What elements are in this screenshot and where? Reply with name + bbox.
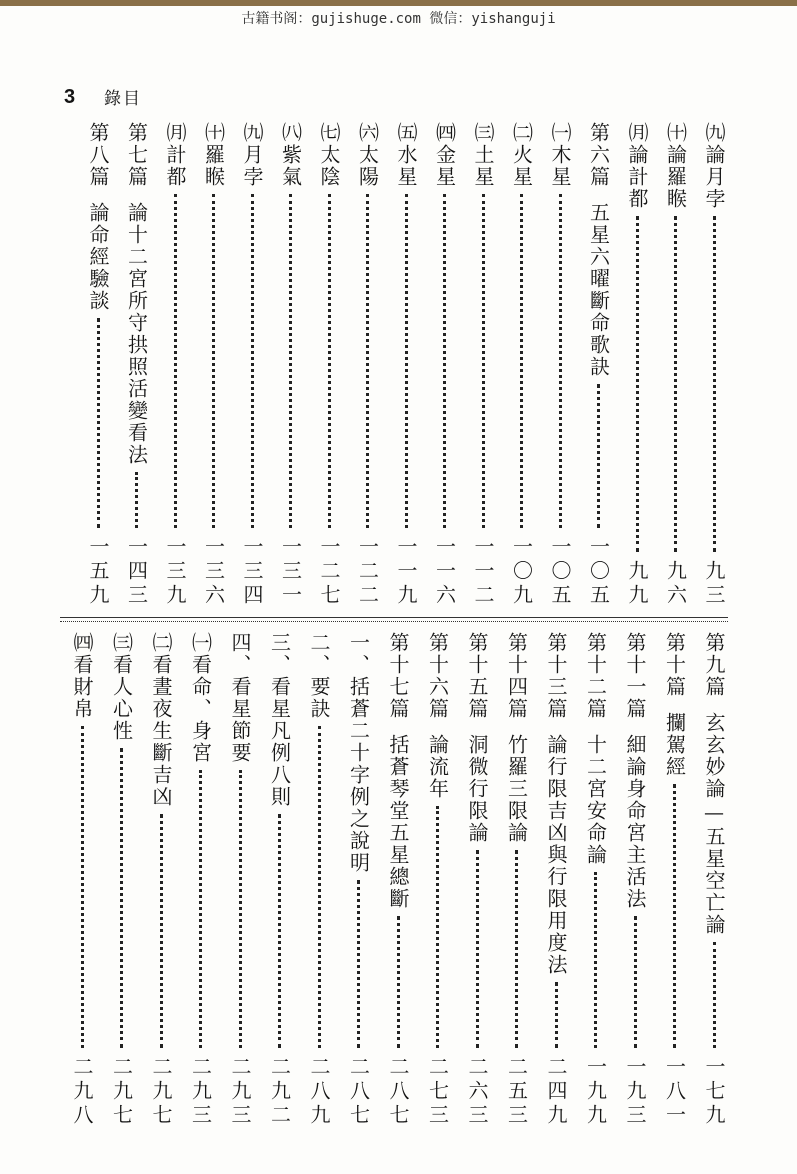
toc-entry bbox=[698, 632, 730, 1128]
toc-entry bbox=[382, 632, 414, 1128]
toc-entry-label: ㈨論月孛 bbox=[702, 122, 726, 210]
leader-dots bbox=[318, 726, 321, 1048]
leader-dots bbox=[559, 194, 562, 528]
leader-dots bbox=[199, 770, 202, 1048]
toc-entry-label: 第十四篇 bbox=[504, 632, 529, 720]
site-watermark-header: 古籍书阁：gujishuge.com 微信：yishanguji bbox=[241, 11, 556, 27]
toc-entry-label: 第十七篇 bbox=[386, 632, 410, 720]
toc-entry bbox=[621, 122, 653, 608]
toc-entry-page: 二九七 bbox=[149, 1056, 173, 1128]
toc-entry bbox=[303, 632, 335, 1128]
toc-entry bbox=[236, 122, 268, 608]
toc-entry bbox=[198, 122, 230, 608]
toc-entry-label: ㈩論羅睺 bbox=[663, 122, 688, 210]
toc-entry-page: 一三一 bbox=[278, 536, 303, 608]
toc-entry bbox=[429, 122, 461, 608]
toc-entry-label: 第十一篇 bbox=[623, 632, 647, 720]
leader-dots bbox=[436, 806, 439, 1048]
toc-entry bbox=[390, 122, 422, 608]
toc-entry-title: 五星六曜斷命歌訣 bbox=[586, 202, 611, 378]
toc-entry-page: 一〇九 bbox=[509, 536, 534, 608]
toc-entry-page: 一二七 bbox=[317, 536, 341, 608]
toc-entry-label: 第十六篇 bbox=[425, 632, 450, 720]
leader-dots bbox=[674, 216, 677, 552]
toc-entry-label: ㈡火星 bbox=[509, 122, 534, 188]
leader-dots bbox=[443, 194, 446, 528]
toc-entry-page: 二八七 bbox=[386, 1056, 410, 1128]
toc-entry bbox=[82, 122, 114, 608]
toc-entry-page: 一一二 bbox=[471, 536, 495, 608]
toc-entry-title: 洞微行限論 bbox=[465, 734, 489, 844]
toc-entry-page: 一二二 bbox=[355, 536, 380, 608]
toc-entry bbox=[275, 122, 307, 608]
toc-entry-page: 一七九 bbox=[702, 1056, 726, 1128]
leader-dots bbox=[636, 216, 639, 552]
toc-entry bbox=[659, 632, 691, 1128]
toc-entry bbox=[145, 632, 177, 1128]
toc-entry bbox=[422, 632, 454, 1128]
leader-dots bbox=[135, 472, 138, 528]
leader-dots bbox=[251, 194, 254, 528]
toc-entry bbox=[501, 632, 533, 1128]
toc-entry bbox=[121, 122, 153, 608]
leader-dots bbox=[482, 194, 485, 528]
leader-dots bbox=[120, 748, 123, 1048]
leader-dots bbox=[239, 770, 242, 1048]
leader-dots bbox=[278, 814, 281, 1048]
leader-dots bbox=[328, 194, 331, 528]
toc-entry-label: 第十五篇 bbox=[465, 632, 489, 720]
toc-entry-page: 一四三 bbox=[124, 536, 149, 608]
leader-dots bbox=[515, 850, 518, 1048]
toc-entry-label: ㈠看命、身宮 bbox=[188, 632, 213, 764]
toc-entry-label: ㈪計都 bbox=[163, 122, 187, 188]
toc-entry-page: 一三九 bbox=[163, 536, 187, 608]
toc-entry-title: 竹羅三限論 bbox=[504, 734, 529, 844]
toc-entry-label: 第九篇 bbox=[702, 632, 726, 698]
toc-entry-title: 論行限吉凶與行限用度法 bbox=[544, 734, 568, 976]
toc-entry-page: 二八七 bbox=[346, 1056, 371, 1128]
toc-entry bbox=[106, 632, 138, 1128]
toc-entry bbox=[343, 632, 375, 1128]
toc-entry-page: 一五九 bbox=[86, 536, 110, 608]
leader-dots bbox=[174, 194, 177, 528]
leader-dots bbox=[594, 872, 597, 1048]
toc-entry-label: ㈪論計都 bbox=[625, 122, 649, 210]
page-number: 3 bbox=[64, 86, 76, 108]
section-title: 錄目 bbox=[104, 89, 142, 109]
toc-entry-page: 一三六 bbox=[201, 536, 226, 608]
toc-entry-page: 九九 bbox=[625, 560, 649, 608]
toc-entry bbox=[544, 122, 576, 608]
toc-entry-page: 二九三 bbox=[188, 1056, 213, 1128]
toc-entry-title: 攔駕經 bbox=[662, 712, 687, 778]
toc-entry-label: 第六篇 bbox=[586, 122, 611, 188]
toc-entry bbox=[540, 632, 572, 1128]
leader-dots bbox=[397, 916, 400, 1048]
toc-entry bbox=[313, 122, 345, 608]
toc-entry bbox=[185, 632, 217, 1128]
toc-entry-page: 二九三 bbox=[228, 1056, 252, 1128]
toc-entry-label: ㈥太陽 bbox=[355, 122, 380, 188]
leader-dots bbox=[673, 784, 676, 1048]
toc-entry bbox=[698, 122, 730, 608]
toc-entry-page: 一一六 bbox=[432, 536, 457, 608]
toc-entry bbox=[159, 122, 191, 608]
toc-entry-title: 論十二宮所守拱照活變看法 bbox=[124, 202, 149, 466]
toc-entry-page: 一一九 bbox=[394, 536, 418, 608]
toc-entry-page: 二九七 bbox=[109, 1056, 134, 1128]
leader-dots bbox=[713, 216, 716, 552]
leader-dots bbox=[405, 194, 408, 528]
toc-entry-label: 第十三篇 bbox=[544, 632, 568, 720]
toc-entry-label: 四、看星節要 bbox=[228, 632, 252, 764]
toc-entry-label: ㈡看晝夜生斷吉凶 bbox=[149, 632, 173, 808]
leader-dots bbox=[97, 318, 100, 528]
toc-entry-page: 一〇五 bbox=[548, 536, 572, 608]
toc-entry-label: ㈨月孛 bbox=[240, 122, 264, 188]
toc-entry bbox=[506, 122, 538, 608]
leader-dots bbox=[81, 726, 84, 1048]
toc-entry-page: 二五三 bbox=[504, 1056, 529, 1128]
toc-entry-label: 第八篇 bbox=[86, 122, 110, 188]
toc-entry-label: ㈤水星 bbox=[394, 122, 418, 188]
leader-dots bbox=[555, 982, 558, 1048]
leader-dots bbox=[476, 850, 479, 1048]
toc-entry bbox=[66, 632, 98, 1128]
toc-entry-page: 二四九 bbox=[544, 1056, 568, 1128]
toc-entry-label: ㈣金星 bbox=[432, 122, 457, 188]
toc-entry-label: ㈢看人心性 bbox=[109, 632, 134, 742]
toc-entry-page: 二七三 bbox=[425, 1056, 450, 1128]
toc-entry-page: 二八九 bbox=[307, 1056, 331, 1128]
leader-dots bbox=[160, 814, 163, 1048]
toc-entry-label: ㈢土星 bbox=[471, 122, 495, 188]
leader-dots bbox=[597, 384, 600, 528]
toc-entry-label: ㈩羅睺 bbox=[201, 122, 226, 188]
toc-entry-label: 三、看星凡例八則 bbox=[267, 632, 292, 808]
toc-entry-page: 二九二 bbox=[267, 1056, 292, 1128]
toc-entry bbox=[580, 632, 612, 1128]
toc-entry bbox=[352, 122, 384, 608]
toc-entry-label: 第七篇 bbox=[124, 122, 149, 188]
toc-entry-label: ㈦太陰 bbox=[317, 122, 341, 188]
toc-entry-label: ㈧紫氣 bbox=[278, 122, 303, 188]
toc-entry-title: 細論身命宮主活法 bbox=[623, 734, 647, 910]
toc-entry-label: 第十篇 bbox=[662, 632, 687, 698]
toc-entry-title: 括蒼琴堂五星總斷 bbox=[386, 734, 410, 910]
toc-entry-page: 九三 bbox=[702, 560, 726, 608]
toc-entry bbox=[583, 122, 615, 608]
toc-entry-page: 一九三 bbox=[623, 1056, 647, 1128]
leader-dots bbox=[713, 942, 716, 1048]
toc-entry bbox=[224, 632, 256, 1128]
toc-entry bbox=[461, 632, 493, 1128]
leader-dots bbox=[520, 194, 523, 528]
section-divider bbox=[60, 617, 728, 622]
toc-entry-label: ㈣看財帛 bbox=[70, 632, 94, 720]
leader-dots bbox=[357, 880, 360, 1048]
toc-entry-page: 二九八 bbox=[70, 1056, 94, 1128]
toc-entry-label: 一、括蒼二十字例之說明 bbox=[346, 632, 371, 874]
leader-dots bbox=[212, 194, 215, 528]
toc-entry-page: 二六三 bbox=[465, 1056, 489, 1128]
toc-entry-page: 九六 bbox=[663, 560, 688, 608]
toc-entry-title: 論命經驗談 bbox=[86, 202, 110, 312]
toc-entry-label: 二、要訣 bbox=[307, 632, 331, 720]
toc-entry-label: ㈠木星 bbox=[548, 122, 572, 188]
leader-dots bbox=[366, 194, 369, 528]
toc-entry-title: 十二宮安命論 bbox=[583, 734, 608, 866]
toc-entry bbox=[264, 632, 296, 1128]
toc-entry-page: 一九九 bbox=[583, 1056, 608, 1128]
toc-entry bbox=[619, 632, 651, 1128]
leader-dots bbox=[289, 194, 292, 528]
toc-entry bbox=[467, 122, 499, 608]
toc-entry-title: 玄玄妙論—五星空亡論 bbox=[702, 712, 726, 936]
toc-entry-title: 論流年 bbox=[425, 734, 450, 800]
toc-entry-label: 第十二篇 bbox=[583, 632, 608, 720]
toc-entry-page: 一八一 bbox=[662, 1056, 687, 1128]
toc-entry bbox=[660, 122, 692, 608]
top-border-bar bbox=[0, 0, 797, 6]
leader-dots bbox=[634, 916, 637, 1048]
toc-entry-page: 一〇五 bbox=[586, 536, 611, 608]
toc-entry-page: 一三四 bbox=[240, 536, 264, 608]
